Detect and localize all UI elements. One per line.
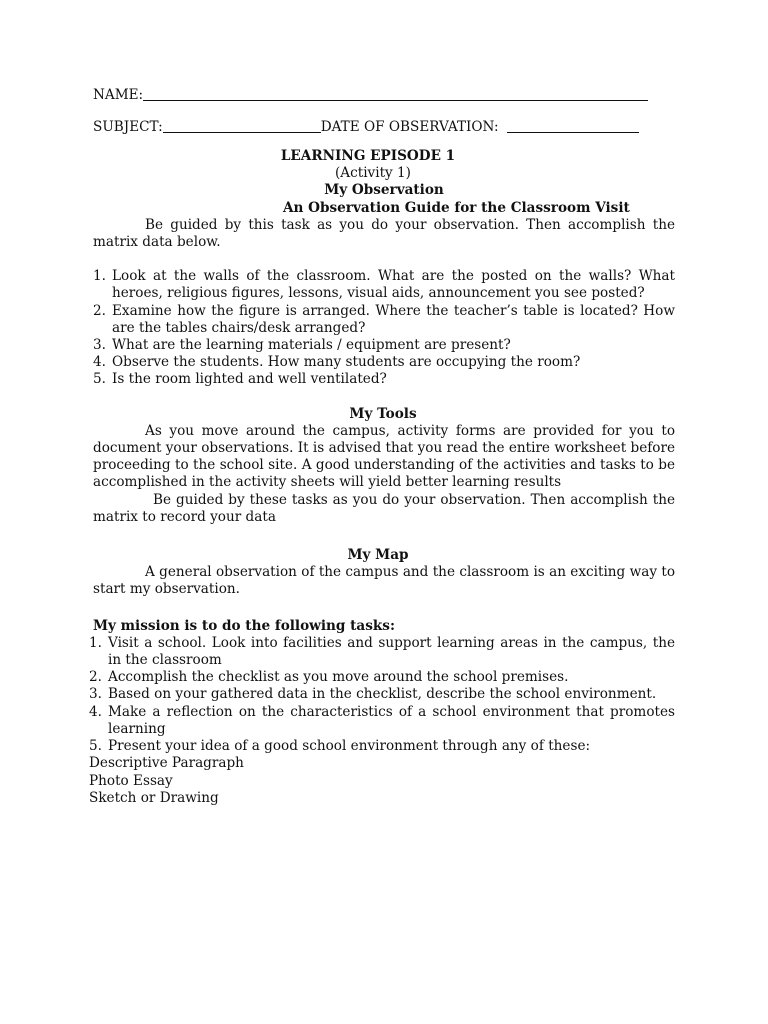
episode-title: LEARNING EPISODE 1 — [280, 148, 456, 164]
name-label: NAME: — [93, 87, 144, 103]
intro-paragraph: Be guided by this task as you do your observation. Then accomplish the matrix data below. — [93, 216, 675, 251]
list-item: 3. Based on your gathered data in the checklist, describe the school environment. — [89, 686, 657, 703]
tools-guide-paragraph: Be guided by these tasks as you do your observation. Then accomplish the matrix to record your data — [93, 491, 675, 525]
mission-tasks — [89, 635, 675, 755]
list-item: 5. Present your idea of a good school environment through any of these: — [89, 738, 591, 755]
list-item: 3. What are the learning materials / equipment are present? — [93, 337, 511, 354]
option-sketch-drawing: Sketch or Drawing — [89, 789, 219, 806]
guide-title: An Observation Guide for the Classroom Visit — [283, 199, 630, 216]
subject-label: SUBJECT: — [93, 119, 163, 135]
list-item: 4. Make a reflection on the characteristics of a school environment that promotes learning — [89, 703, 675, 737]
observation-questions — [93, 268, 675, 388]
list-item: 2. Accomplish the checklist as you move around the school premises. — [89, 669, 569, 686]
list-item: 5. Is the room lighted and well ventilated? — [93, 371, 387, 388]
date-label: DATE OF OBSERVATION: — [320, 119, 499, 135]
presentation-options — [89, 755, 675, 807]
list-item: 1. Visit a school. Look into facilities and support learning areas in the campus, the in the classroom — [89, 634, 675, 669]
list-item: 1. Look at the walls of the classroom. What are the posted on the walls? What heroes, religious figures, lessons, visual aids, announcement you see posted? — [93, 268, 675, 302]
map-heading: My Map — [347, 547, 409, 564]
tools-paragraph: As you move around the campus, activity forms are provided for you to document your observations. It is advised that you read the entire worksheet before proceeding to the school site. A good understanding of the activities and tasks to be accomplished in the activity sheets will yield better learning results — [93, 422, 675, 491]
subject-row — [93, 118, 675, 136]
list-item: 2. Examine how the figure is arranged. Where the teacher’s table is located? How are the tables chairs/desk arranged? — [93, 302, 675, 336]
subject-blank[interactable] — [163, 118, 321, 133]
name-row — [93, 86, 675, 104]
date-blank[interactable] — [507, 118, 639, 133]
title-block — [93, 148, 675, 217]
list-item: 4. Observe the students. How many students are occupying the room? — [93, 354, 581, 371]
name-blank[interactable] — [143, 86, 648, 101]
tools-heading: My Tools — [349, 405, 417, 422]
option-descriptive-paragraph: Descriptive Paragraph — [89, 755, 244, 772]
map-paragraph: A general observation of the campus and the classroom is an exciting way to start my observation. — [93, 564, 675, 598]
document-page — [89, 86, 675, 807]
option-photo-essay: Photo Essay — [89, 772, 173, 789]
activity-subtitle: (Activity 1) — [335, 165, 411, 182]
mission-heading: My mission is to do the following tasks: — [93, 617, 395, 634]
observation-title: My Observation — [324, 182, 444, 199]
